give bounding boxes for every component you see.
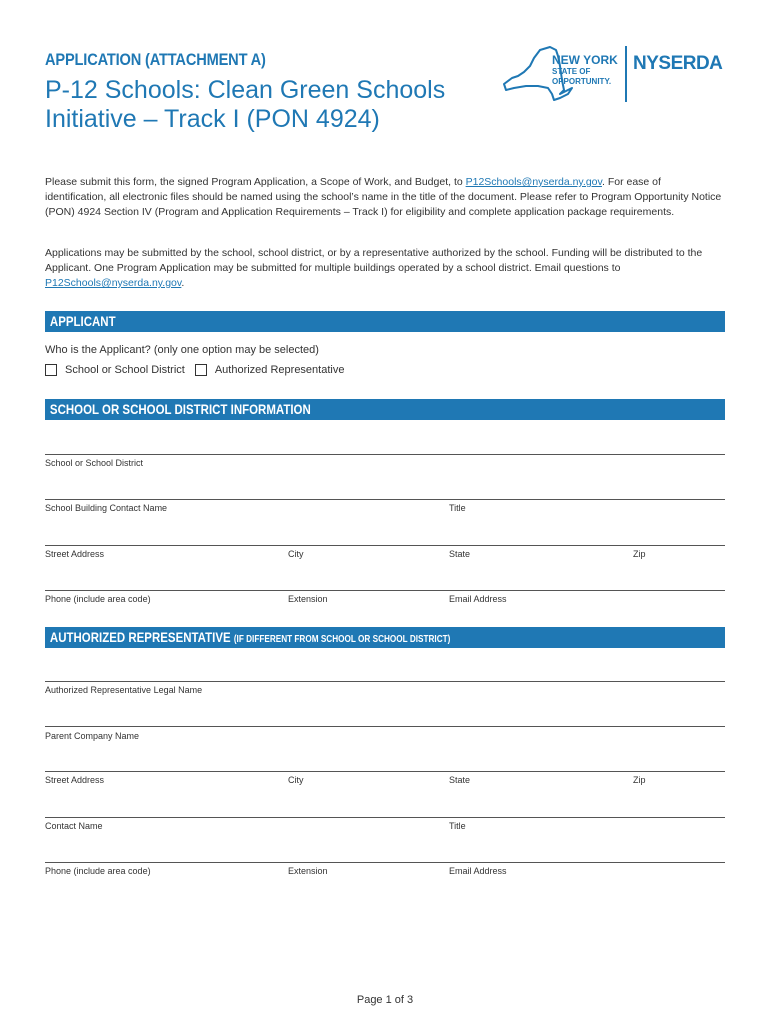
school-contact-field[interactable]	[45, 499, 725, 500]
section-title-representative	[45, 627, 450, 650]
checkbox-school[interactable]	[45, 364, 57, 376]
school-phone-field[interactable]	[45, 590, 725, 591]
school-address-field[interactable]	[45, 545, 725, 546]
email-link-1[interactable]: P12Schools@nyserda.ny.gov	[465, 176, 602, 188]
label-rep-parent: Parent Company Name	[45, 731, 140, 741]
label-school-zip: Zip	[633, 549, 646, 559]
option-representative[interactable]	[195, 364, 345, 376]
page-number: Page 1 of 3	[356, 994, 414, 1006]
label-school-ext: Extension	[288, 594, 328, 604]
ny-line-2: STATE OF	[552, 67, 591, 76]
option-school[interactable]	[45, 364, 185, 376]
school-name-field[interactable]	[45, 454, 725, 455]
section-title-applicant: APPLICANT	[49, 313, 116, 329]
label-rep-contact: Contact Name	[45, 821, 103, 831]
rep-subheading-text: (IF DIFFERENT FROM SCHOOL OR SCHOOL DISTRICT)	[233, 634, 451, 645]
intro-p2-text: Applications may be submitted by the school, school district, or by a representative authorized by the school. Funding will be distributed to the Applicant. One Program Application may be submitted for multiple buildings operated by a school district. Email questions to	[45, 247, 703, 274]
label-school-phone: Phone (include area code)	[45, 594, 151, 604]
label-rep-zip: Zip	[633, 775, 646, 785]
label-rep-legal: Authorized Representative Legal Name	[45, 685, 203, 695]
title-line-2: Initiative – Track I (PON 4924)	[45, 105, 380, 133]
label-rep-ext: Extension	[288, 866, 328, 876]
label-rep-phone: Phone (include area code)	[45, 866, 151, 876]
intro-paragraph-2	[45, 246, 725, 291]
label-school-title: Title	[449, 503, 466, 513]
label-school-email: Email Address	[449, 594, 507, 604]
label-school-street: Street Address	[45, 549, 105, 559]
label-rep-state: State	[449, 775, 471, 785]
nyserda-wordmark: NYSERDA	[633, 53, 723, 74]
page-title	[45, 76, 445, 134]
label-school-name: School or School District	[45, 458, 144, 468]
logo-divider	[625, 46, 627, 102]
label-school-contact: School Building Contact Name	[45, 503, 168, 513]
label-rep-street: Street Address	[45, 775, 105, 785]
ny-wordmark	[552, 54, 618, 87]
intro-p2-rest: .	[181, 277, 185, 289]
form-kicker: APPLICATION (ATTACHMENT A)	[45, 50, 266, 69]
label-rep-email: Email Address	[449, 866, 507, 876]
rep-parent-company-field[interactable]	[45, 726, 725, 727]
checkbox-representative[interactable]	[195, 364, 207, 376]
section-header-school	[45, 399, 725, 420]
rep-contact-field[interactable]	[45, 817, 725, 818]
ny-line-3: OPPORTUNITY.	[552, 77, 612, 86]
rep-legal-name-field[interactable]	[45, 681, 725, 682]
rep-phone-field[interactable]	[45, 862, 725, 863]
label-rep-city: City	[288, 775, 304, 785]
intro-p1-text: Please submit this form, the signed Program Application, a Scope of Work, and Budget, to	[45, 176, 466, 188]
email-link-2[interactable]: P12Schools@nyserda.ny.gov	[45, 277, 182, 289]
option-representative-label: Authorized Representative	[214, 364, 345, 376]
section-header-representative	[45, 627, 725, 648]
applicant-question: Who is the Applicant? (only one option may be selected)	[45, 344, 319, 356]
ny-line-1: NEW YORK	[552, 53, 618, 67]
intro-p1-rest: . For ease of identification, all electronic files should be named using the school’s name in the title of the document. Please refer to Program Opportunity Notice (PON) 4924 Section IV (Program and Application Requirements – Track I) for eligibility and complete application package requirements.	[45, 176, 722, 218]
label-school-state: State	[449, 549, 471, 559]
nyserda-logo	[498, 44, 728, 104]
label-rep-title: Title	[449, 821, 466, 831]
section-header-applicant	[45, 311, 725, 332]
applicant-options	[45, 364, 354, 376]
rep-heading-text: AUTHORIZED REPRESENTATIVE	[49, 629, 231, 645]
title-line-1: P-12 Schools: Clean Green Schools	[45, 76, 446, 104]
label-school-city: City	[288, 549, 304, 559]
intro-paragraph-1	[45, 175, 725, 220]
option-school-label: School or School District	[65, 364, 185, 376]
section-title-school: SCHOOL OR SCHOOL DISTRICT INFORMATION	[49, 401, 311, 417]
rep-address-field[interactable]	[45, 771, 725, 772]
